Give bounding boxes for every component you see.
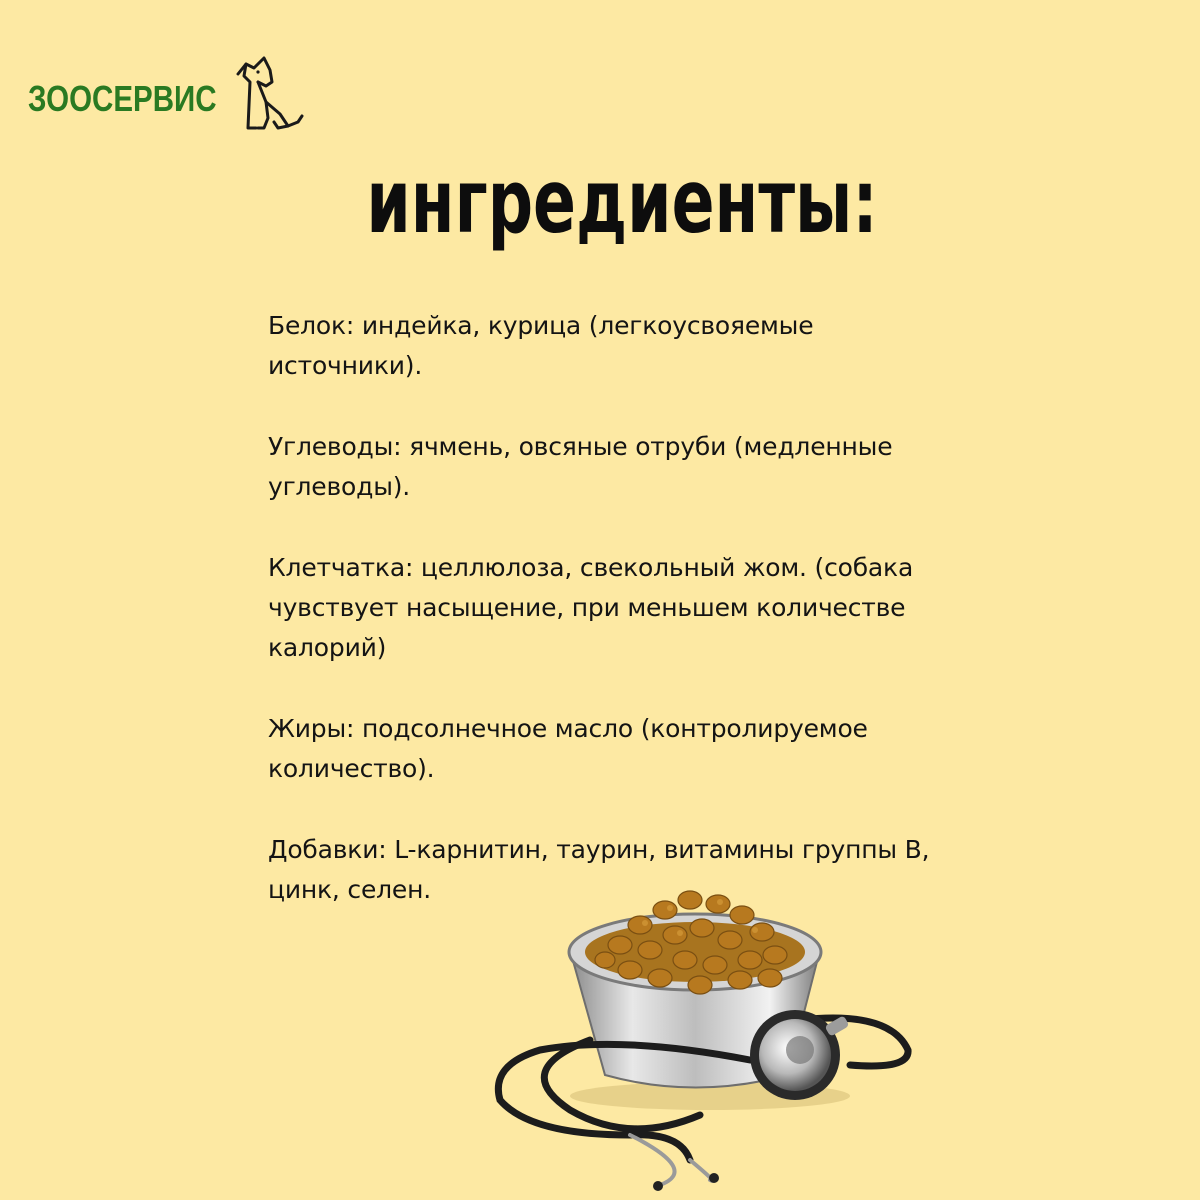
brand-name: ЗООСЕРВИС — [28, 78, 217, 119]
ingredients-list — [268, 306, 968, 951]
ingredient-fats: Жиры: подсолнечное масло (контролируемое количество). — [268, 714, 868, 783]
dog-outline-icon — [228, 52, 318, 142]
ingredient-protein: Белок: индейка, курица (легкоусвояемые источники). — [268, 311, 814, 380]
brand-logo — [28, 52, 298, 142]
ingredient-carbohydrates: Углеводы: ячмень, овсяные отруби (медленные углеводы). — [268, 432, 893, 501]
page-title: ингредиенты: — [366, 150, 879, 253]
ingredient-fiber: Клетчатка: целлюлоза, свекольный жом. (собака чувствует насыщение, при меньшем количестве калорий) — [268, 553, 914, 662]
pet-food-bowl-illustration — [470, 860, 920, 1200]
ingredient-additives: Добавки: L-карнитин, таурин, витамины группы В, цинк, селен. — [268, 835, 930, 904]
